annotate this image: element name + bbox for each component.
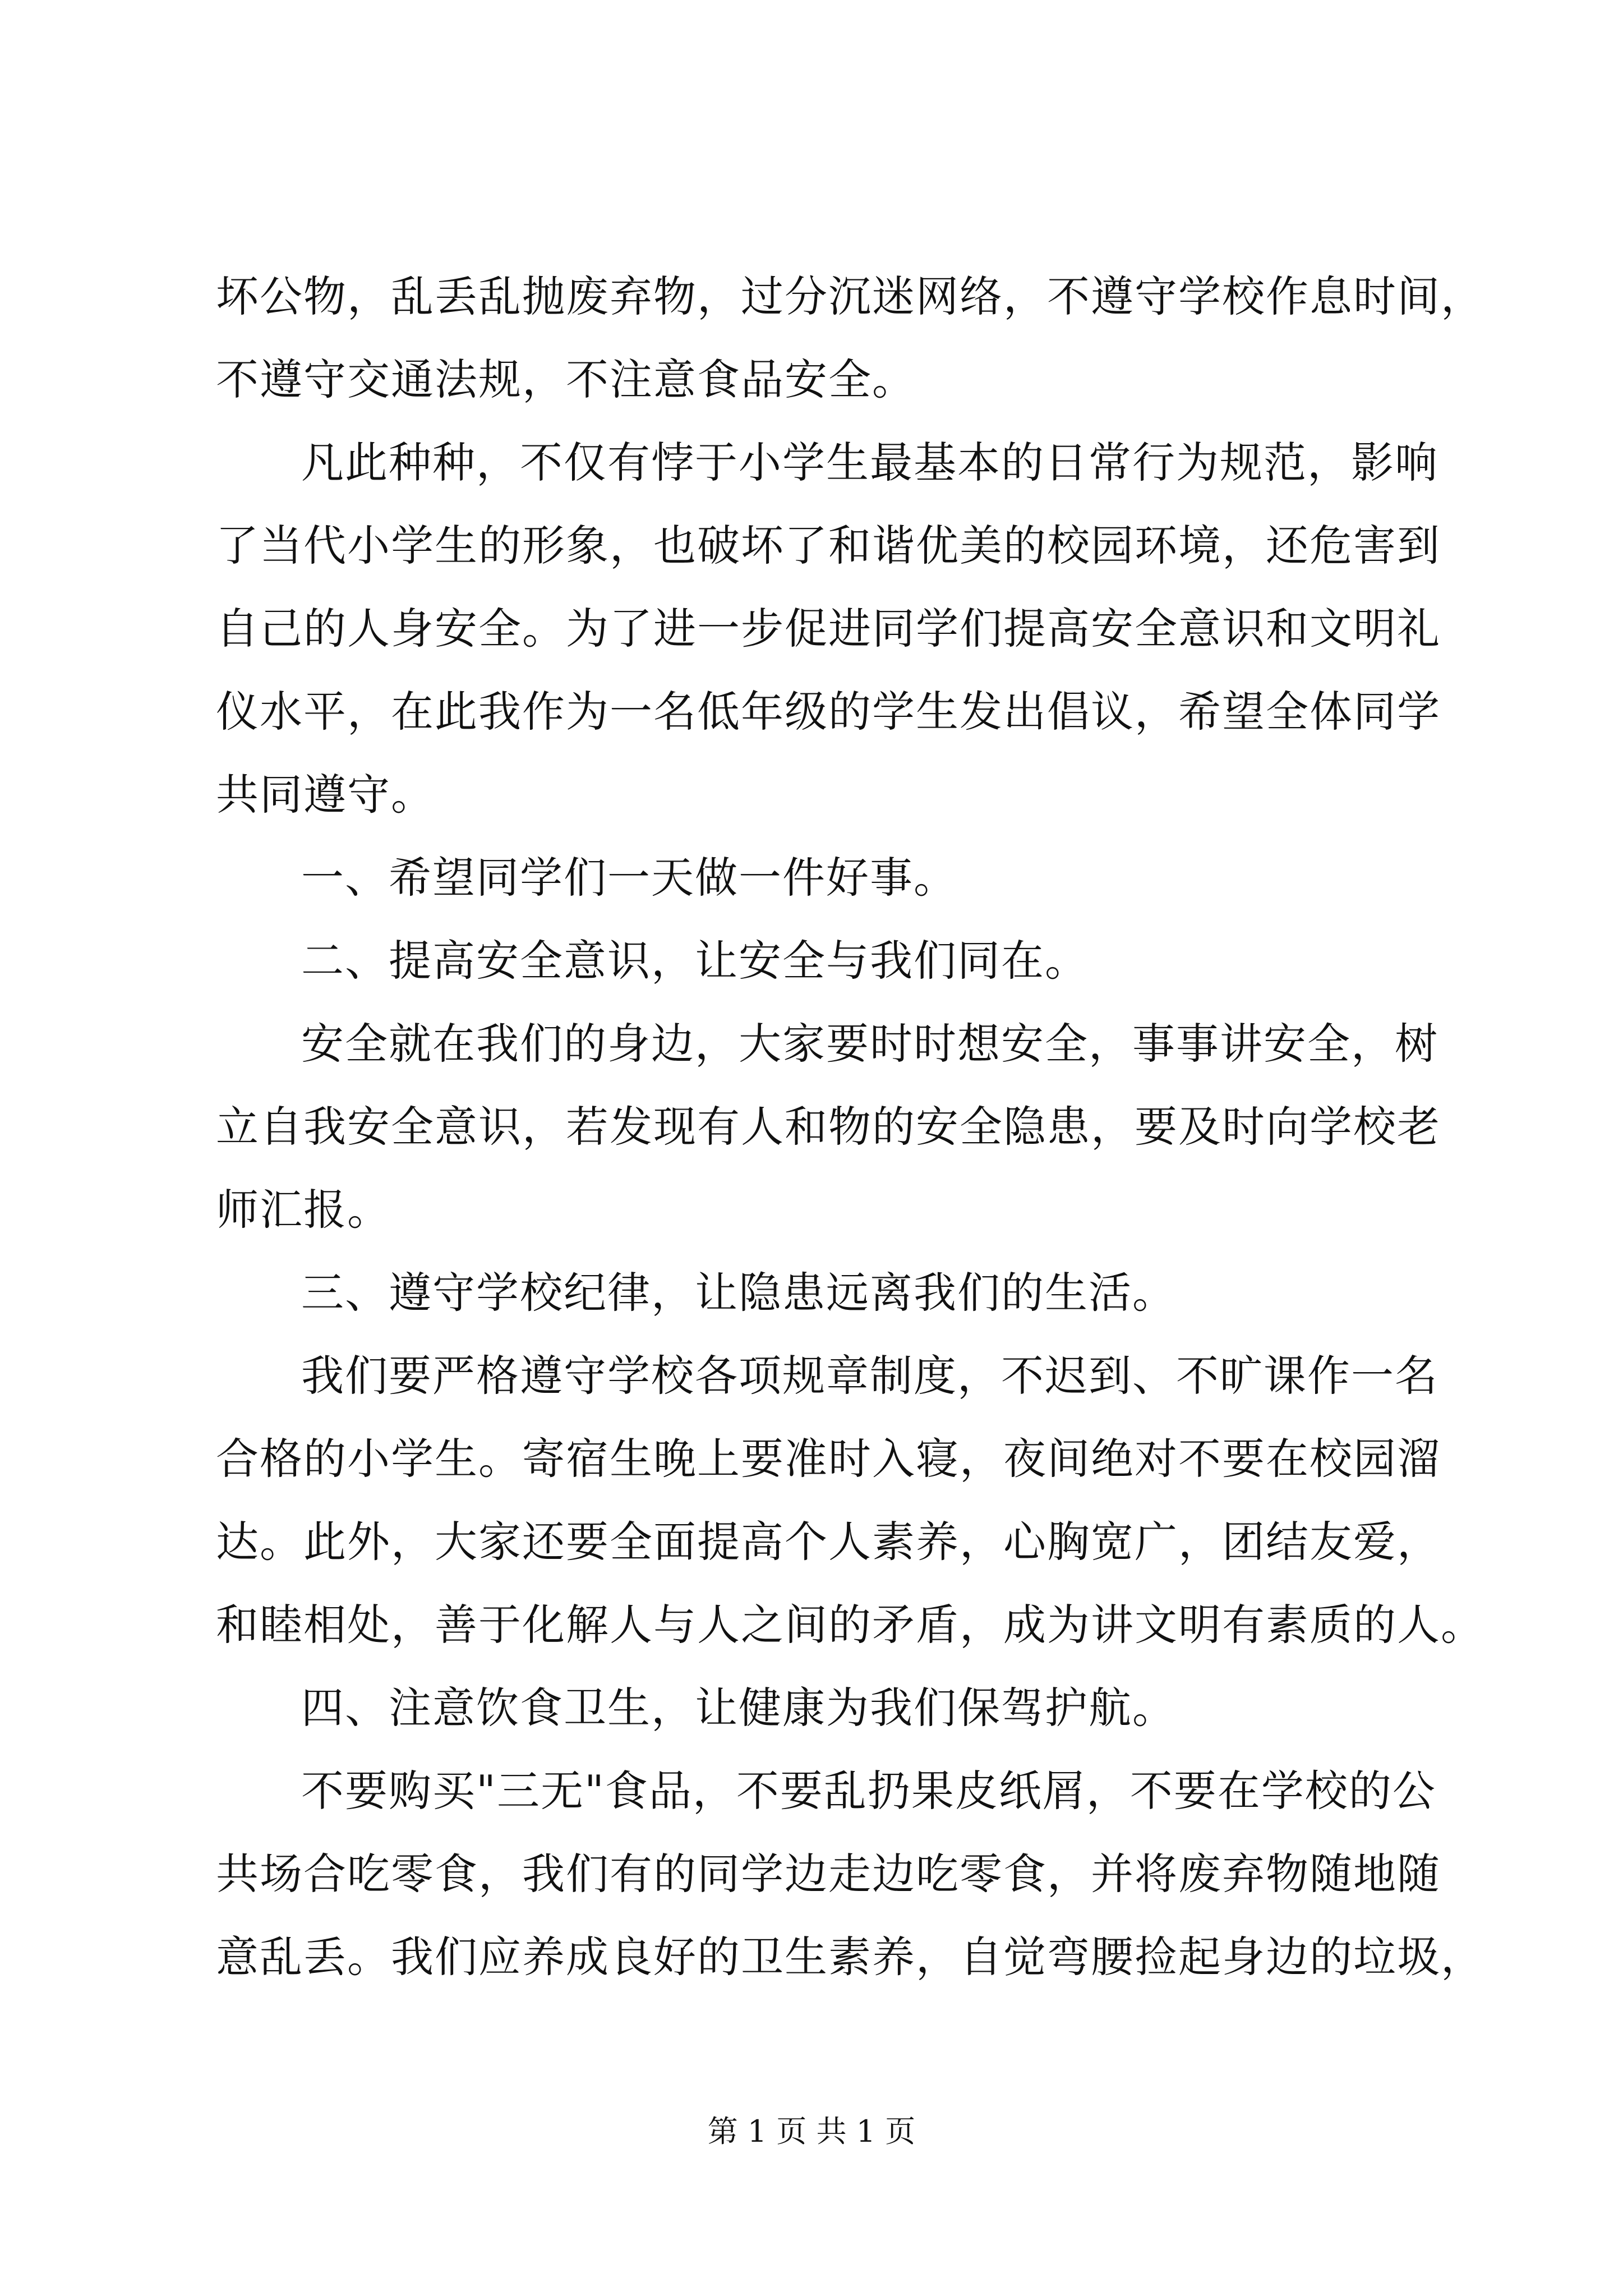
text-line: 不要购买"三无"食品，不要乱扔果皮纸屑，不要在学校的公 (301, 1766, 1436, 1816)
text-line: 达。此外，大家还要全面提高个人素养，心胸宽广，团结友爱， (216, 1517, 1441, 1567)
text-line: 我们要严格遵守学校各项规章制度，不迟到、不旷课作一名 (301, 1351, 1438, 1401)
text-line: 安全就在我们的身边，大家要时时想安全，事事讲安全，树 (301, 1019, 1438, 1069)
text-line: 师汇报。 (216, 1185, 391, 1235)
text-line: 自己的人身安全。为了进一步促进同学们提高安全意识和文明礼 (216, 604, 1441, 654)
text-line: 合格的小学生。寄宿生晚上要准时入寝，夜间绝对不要在校园溜 (216, 1434, 1441, 1484)
page-footer: 第 1 页 共 1 页 (707, 2114, 916, 2149)
text-line: 立自我安全意识，若发现有人和物的安全隐患，要及时向学校老 (216, 1102, 1441, 1152)
text-line: 了当代小学生的形象，也破坏了和谐优美的校园环境，还危害到 (216, 521, 1441, 570)
text-line: 一、希望同学们一天做一件好事。 (301, 853, 957, 903)
text-line: 和睦相处，善于化解人与人之间的矛盾，成为讲文明有素质的人。 (216, 1600, 1484, 1650)
text-line: 四、注意饮食卫生，让健康为我们保驾护航。 (301, 1683, 1176, 1733)
text-line: 坏公物，乱丢乱抛废弃物，过分沉迷网络，不遵守学校作息时间， (216, 272, 1484, 321)
text-line: 二、提高安全意识，让安全与我们同在。 (301, 936, 1089, 986)
document-body (216, 255, 1484, 1999)
text-line: 仪水平，在此我作为一名低年级的学生发出倡议，希望全体同学 (216, 687, 1441, 737)
text-line: 共同遵守。 (216, 770, 435, 820)
text-line: 不遵守交通法规，不注意食品安全。 (216, 355, 916, 404)
text-line: 三、遵守学校纪律，让隐患远离我们的生活。 (301, 1268, 1176, 1318)
text-line: 意乱丢。我们应养成良好的卫生素养，自觉弯腰捡起身边的垃圾， (216, 1932, 1484, 1982)
text-line: 凡此种种，不仅有悖于小学生最基本的日常行为规范，影响 (301, 438, 1438, 487)
text-line: 共场合吃零食，我们有的同学边走边吃零食，并将废弃物随地随 (216, 1849, 1441, 1899)
